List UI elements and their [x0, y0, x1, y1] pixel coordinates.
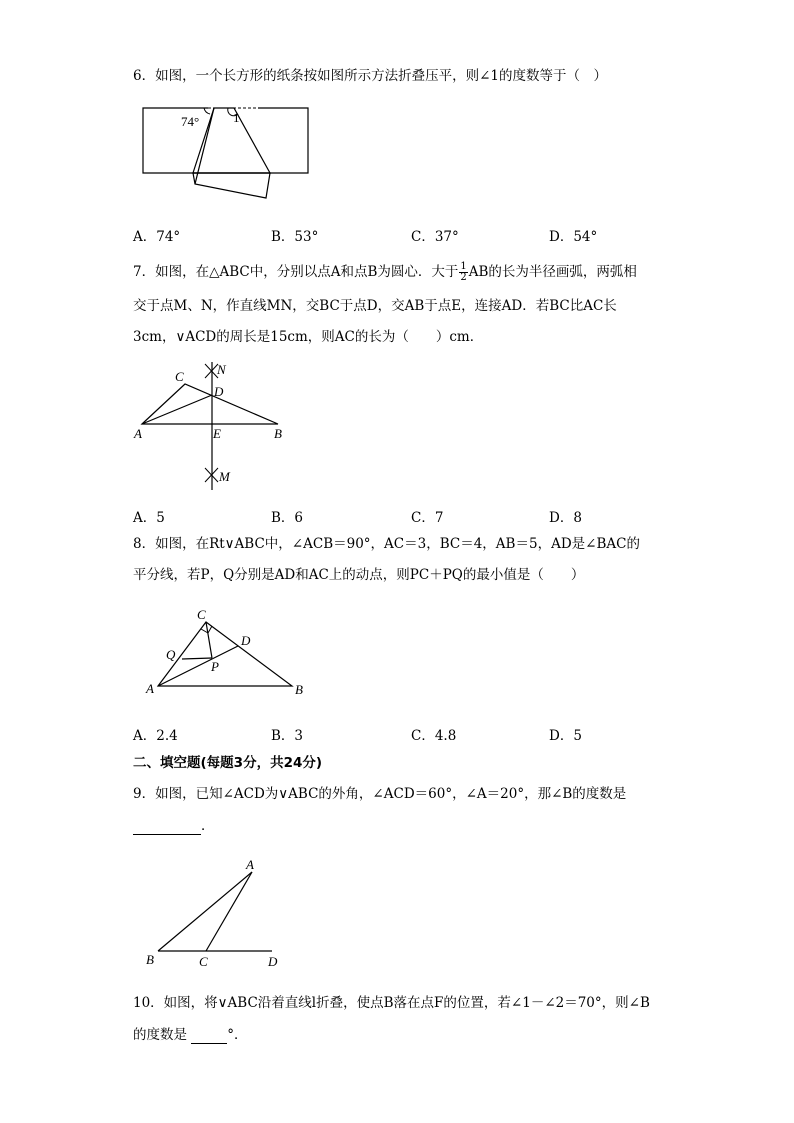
q8-option-b[interactable]: B．3: [271, 728, 304, 744]
q8-option-a[interactable]: A．2.4: [133, 728, 178, 744]
q6-option-a[interactable]: A．74°: [133, 229, 181, 245]
q9-answer-blank[interactable]: [133, 818, 201, 835]
q7-line-2: 交于点M、N，作直线MN，交BC于点D，交AB于点E，连接AD．若BC比AC长: [133, 298, 617, 314]
q10-line-1: 10．如图，将∨ABC沿着直线l折叠，使点B落在点F的位置，若∠1－∠2＝70°，则∠B: [133, 995, 650, 1011]
q10-line-2-a: 的度数是: [133, 1027, 187, 1043]
q7-frac-num: 1: [460, 261, 467, 272]
q8-label-d: D: [241, 633, 251, 648]
q7-label-b: B: [274, 426, 282, 441]
q7-line-1-a: 7．如图，在△ABC中，分别以点A和点B为圆心．大于: [133, 264, 459, 280]
q7-label-n: N: [217, 362, 226, 377]
q7-label-m: M: [219, 469, 230, 484]
q6-stem: 6．如图，一个长方形的纸条按如图所示方法折叠压平，则∠1的度数等于（ ）: [133, 68, 607, 84]
q7-fraction: [459, 262, 467, 283]
q7-option-a[interactable]: A．5: [133, 510, 165, 526]
q8-line-2: 平分线，若P，Q分别是AD和AC上的动点，则PC＋PQ的最小值是（ ）: [133, 567, 585, 583]
q6-angle-label: 74°: [181, 114, 200, 129]
q7-line-1-b: AB的长为半径画弧，两弧相: [468, 264, 637, 280]
q10-line-2-b: °．: [227, 1027, 248, 1043]
q7-frac-den: 2: [460, 272, 467, 283]
q7-label-c: C: [175, 369, 184, 384]
q7-option-d[interactable]: D．8: [549, 510, 582, 526]
q6-option-c[interactable]: C．37°: [411, 229, 459, 245]
q8-label-a: A: [146, 681, 154, 696]
q7-option-b[interactable]: B．6: [271, 510, 304, 526]
q6-angle-1-label: 1: [233, 110, 240, 125]
q8-option-c[interactable]: C．4.8: [411, 728, 457, 744]
q6-option-b[interactable]: B．53°: [271, 229, 319, 245]
q9-label-a: A: [246, 857, 254, 872]
q9-label-c: C: [199, 954, 208, 969]
q7-label-d: D: [214, 384, 224, 399]
section-2-heading: 二、填空题(每题3分，共24分): [133, 755, 323, 771]
q9-line-2-end: ．: [201, 818, 215, 834]
q8-option-d[interactable]: D．5: [549, 728, 582, 744]
q8-label-q: Q: [166, 647, 176, 662]
q7-line-1: [133, 262, 637, 283]
q9-figure: [140, 856, 290, 972]
q7-option-c[interactable]: C．7: [411, 510, 444, 526]
q7-label-a: A: [134, 426, 142, 441]
q9-label-b: B: [146, 952, 154, 967]
q10-answer-blank[interactable]: [191, 1027, 227, 1044]
q8-label-c: C: [197, 607, 206, 622]
q7-figure: [130, 358, 290, 494]
q8-label-p: P: [211, 659, 219, 674]
q7-line-3: 3cm，∨ACD的周长是15cm，则AC的长为（ ）cm．: [133, 329, 484, 345]
q10-line-2: [133, 1027, 248, 1044]
q8-figure: [140, 604, 310, 700]
q6-option-d[interactable]: D．54°: [549, 229, 598, 245]
q6-figure: [138, 100, 318, 204]
q7-label-e: E: [213, 426, 221, 441]
q9-line-2: [133, 818, 215, 835]
q8-label-b: B: [295, 682, 303, 697]
q9-label-d: D: [268, 954, 278, 969]
q8-line-1: 8．如图，在Rt∨ABC中，∠ACB＝90°，AC＝3，BC＝4，AB＝5，AD是∠BAC的: [133, 536, 640, 552]
q9-line-1: 9．如图，已知∠ACD为∨ABC的外角，∠ACD＝60°，∠A＝20°，那∠B的度数是: [133, 786, 627, 802]
